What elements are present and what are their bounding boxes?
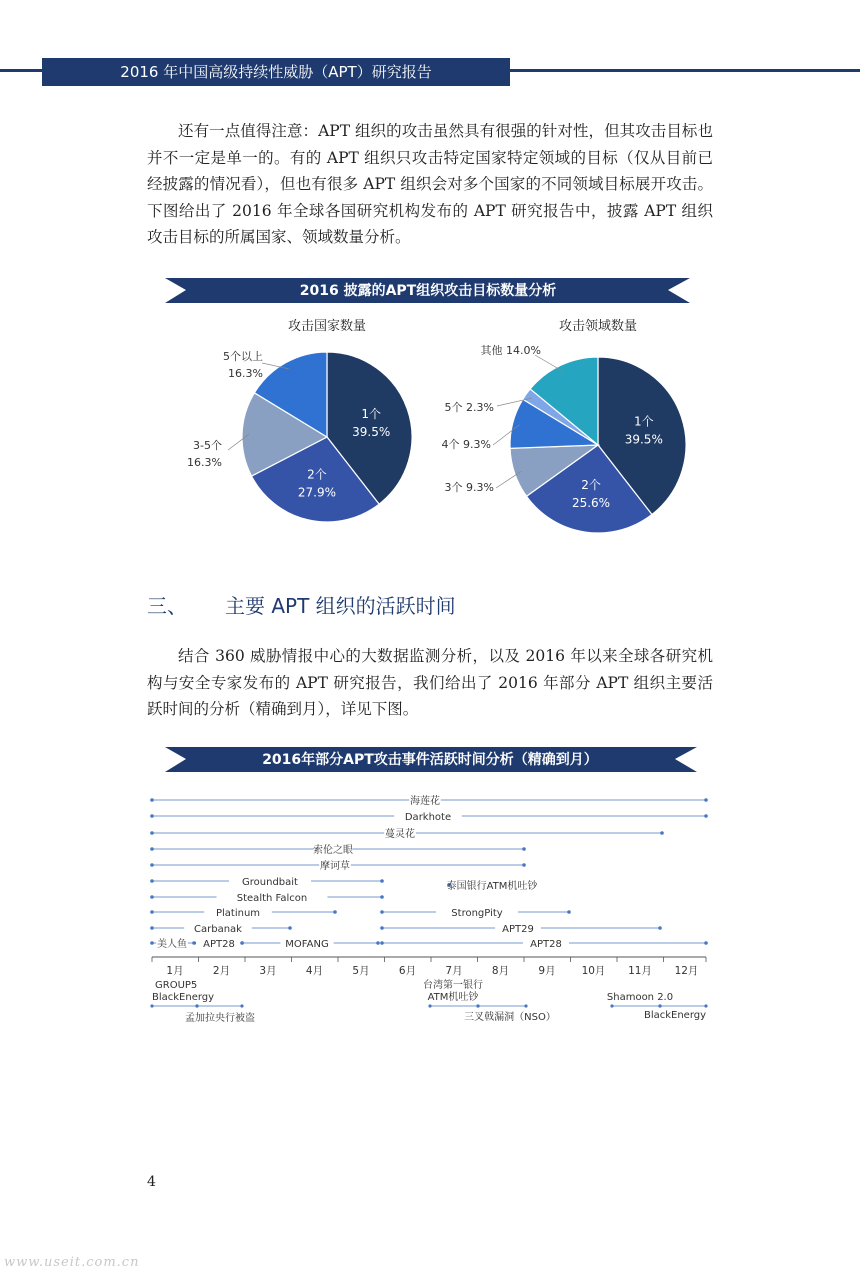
slice-label: 2个 [307,467,327,482]
section-heading [147,590,456,619]
slice-label: 4个 9.3% [441,438,491,451]
timeline-bar [240,936,380,950]
timeline-label: 泰国银行ATM机吐钞 [446,881,538,892]
timeline-label: 索伦之眼 [313,845,353,856]
figure2-banner-text: 2016年部分APT攻击事件活跃时间分析（精确到月） [262,752,598,768]
page-number: 4 [147,1174,156,1190]
timeline-event [150,992,214,1008]
timeline-label: Groundbait [242,877,298,888]
section-title: 主要 APT 组织的活跃时间 [225,594,456,618]
timeline-event [644,1004,708,1021]
timeline-paragraph [147,643,713,723]
slice-label: 3个 9.3% [444,481,494,494]
timeline-axis [152,957,706,977]
timeline-label: 美人鱼 [157,939,187,950]
month-tick-label: 9月 [538,965,556,977]
figure1-banner [165,278,690,303]
timeline-figure [0,742,860,1032]
timeline-label: Darkhote [404,812,452,823]
event-label: GROUP5 [155,980,198,991]
slice-label: 3-5个 [193,439,222,452]
month-tick-label: 6月 [398,965,417,977]
timeline-bar [150,874,384,888]
timeline-bar [150,921,292,935]
timeline-bar [150,842,526,856]
timeline-event [423,978,483,1008]
slice-value: 25.6% [571,495,611,510]
month-tick-label: 8月 [491,965,510,977]
timeline-bar [380,936,708,950]
slice-label: 5个 2.3% [444,401,494,414]
header-title: 2016 年中国高级持续性威胁（APT）研究报告 [120,63,432,81]
timeline-label: Platinum [215,908,261,919]
timeline-label: 海莲花 [410,796,440,807]
timeline-bar [150,809,708,823]
slice-value: 16.3% [228,367,263,380]
month-tick-label: 1月 [166,965,184,977]
slice-value: 39.5% [352,424,391,439]
event-label: Shamoon 2.0 [606,992,674,1003]
timeline-bar [195,936,244,950]
timeline-bar [150,858,526,872]
timeline-label: APT28 [530,939,562,950]
slice-label: 1个 [361,406,382,421]
section-number: 三、 [147,594,187,618]
timeline-label: APT29 [502,924,534,935]
event-label: BlackEnergy [152,992,215,1003]
timeline-bar [150,936,196,950]
month-tick-label: 10月 [581,965,606,977]
slice-label: 5个以上 [223,350,263,363]
figure2-banner [165,747,697,772]
slice-label: 其他 14.0% [480,344,541,357]
slice-label: 2个 [581,477,601,492]
pie-chart-countries [187,318,412,522]
month-tick-label: 11月 [628,965,652,977]
timeline-bar [150,826,664,840]
slice-value: 27.9% [297,485,337,500]
paragraph-text: 结合 360 威胁情报中心的大数据监测分析，以及 2016 年以来全球各研究机构与安全专家发布的 APT 研究报告，我们给出了 2016 年部分 APT 组织主要活跃时间的分析（精确到月），详见下图。 [147,647,713,718]
timeline-bar [447,878,539,892]
slice-value: 39.5% [624,432,663,447]
event-label: BlackEnergy [643,1010,707,1021]
month-tick-label: 3月 [259,965,277,977]
month-tick-label: 4月 [305,965,324,977]
slice-label: 1个 [633,414,654,429]
timeline-event [185,1004,255,1024]
month-tick-label: 7月 [445,965,463,977]
month-tick-label: 2月 [212,965,231,977]
timeline-bar [150,793,708,807]
month-tick-label: 12月 [674,965,699,977]
slice-value: 16.3% [187,456,222,469]
watermark: www.useit.com.cn [4,1255,140,1270]
timeline-event [607,992,673,1008]
event-label: 台湾第一银行 [423,980,483,991]
timeline-label: Carbanak [194,924,242,935]
timeline-event [155,980,197,991]
timeline-bar [380,905,571,919]
intro-paragraph [147,118,713,251]
timeline-label: MOFANG [285,939,329,950]
event-label: 三叉戟漏洞（NSO） [464,1012,556,1023]
timeline-label: APT28 [203,939,235,950]
timeline-label: 蔓灵花 [385,829,415,840]
timeline-label: Stealth Falcon [236,893,308,904]
event-label: ATM机吐钞 [427,992,479,1003]
pie-chart-domains [442,318,686,533]
timeline-label: StrongPity [451,908,503,919]
event-label: 孟加拉央行被盗 [185,1013,255,1024]
pie-title: 攻击国家数量 [287,319,367,334]
pie-title: 攻击领域数量 [558,319,638,334]
pie-figure [0,270,860,545]
timeline-bar [380,921,662,935]
timeline-chart [150,793,708,1024]
paragraph-text: 还有一点值得注意：APT 组织的攻击虽然具有很强的针对性，但其攻击目标也并不一定是单一的。有的 APT 组织只攻击特定国家特定领域的目标（仅从目前已经披露的情况看），但也有很多 APT 组织会对多个国家的不同领域目标展开攻击。下图给出了 2016 年全球各国研究机构发布的 APT 研究报告中，披露 APT 组织攻击目标的所属国家、领域数量分析。 [147,122,713,246]
leader-line [535,355,564,372]
timeline-bar [150,905,337,919]
timeline-label: 摩诃草 [320,861,350,872]
timeline-event [464,1004,556,1023]
figure1-banner-text: 2016 披露的APT组织攻击目标数量分析 [299,283,557,299]
timeline-bar [150,890,384,904]
month-tick-label: 5月 [352,965,370,977]
